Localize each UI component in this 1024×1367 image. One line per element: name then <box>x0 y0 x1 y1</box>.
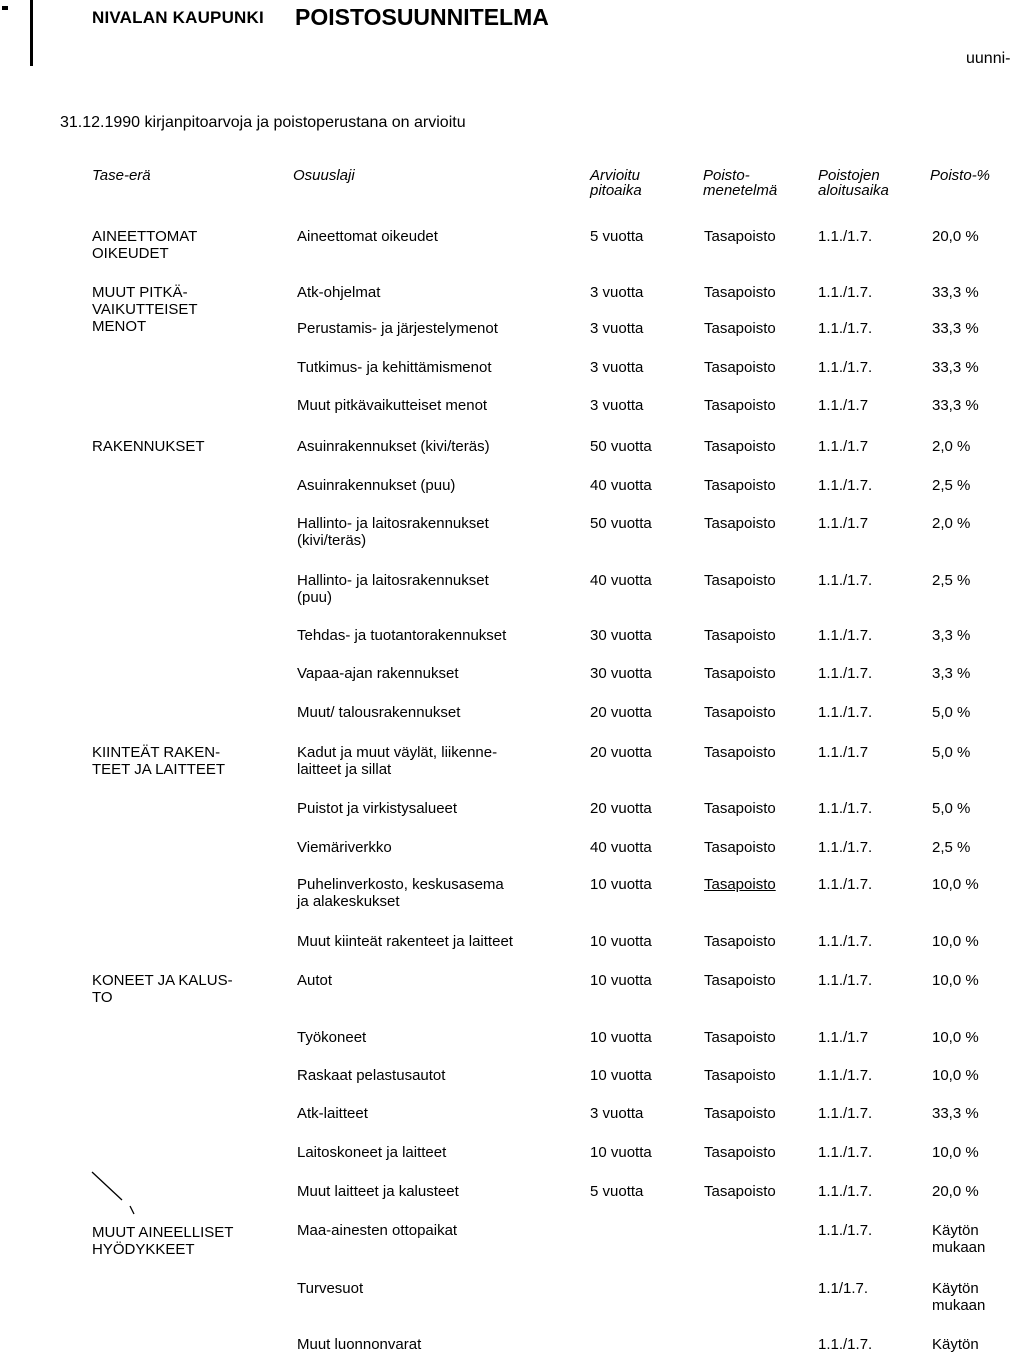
depreciation-start: 1.1./1.7. <box>818 228 873 245</box>
asset-type: Raskaat pelastusautot <box>297 1067 446 1084</box>
depreciation-start: 1.1/1.7. <box>818 1280 869 1297</box>
depreciation-method: Tasapoisto <box>704 1105 776 1122</box>
header-right-fragment: uunni- <box>966 50 1011 67</box>
depreciation-method: Tasapoisto <box>704 933 776 950</box>
asset-type: Aineettomat oikeudet <box>297 228 438 245</box>
asset-type: Tutkimus- ja kehittämismenot <box>297 359 492 376</box>
depreciation-start: 1.1./1.7. <box>818 839 873 856</box>
group-label-line: MUUT AINEELLISET <box>92 1224 234 1241</box>
depreciation-percent: 33,3 % <box>932 359 979 376</box>
useful-life: 10 vuotta <box>590 876 652 893</box>
depreciation-percent: 2,5 % <box>932 572 971 589</box>
depreciation-percent: 20,0 % <box>932 1183 979 1200</box>
depreciation-start: 1.1./1.7. <box>818 1336 873 1353</box>
depreciation-start: 1.1./1.7. <box>818 1222 873 1239</box>
asset-type: Puistot ja virkistysalueet <box>297 800 458 817</box>
col-header-pct: Poisto-% <box>930 167 991 184</box>
useful-life: 20 vuotta <box>590 800 652 817</box>
depreciation-method: Tasapoisto <box>704 228 776 245</box>
group-label <box>92 284 198 335</box>
scan-dot <box>2 6 8 10</box>
depreciation-start: 1.1./1.7. <box>818 1067 873 1084</box>
depreciation-percent: 2,0 % <box>932 438 971 455</box>
depreciation-method: Tasapoisto <box>704 876 776 893</box>
group-label <box>92 972 233 1006</box>
intro-text: 31.12.1990 kirjanpitoarvoja ja poistoperustana on arvioitu <box>60 114 466 131</box>
depreciation-percent: 33,3 % <box>932 1105 979 1122</box>
useful-life: 30 vuotta <box>590 627 652 644</box>
depreciation-start: 1.1./1.7. <box>818 933 873 950</box>
useful-life: 30 vuotta <box>590 665 652 682</box>
depreciation-start: 1.1./1.7 <box>818 744 869 761</box>
depreciation-method: Tasapoisto <box>704 438 776 455</box>
asset-type: Työkoneet <box>297 1029 367 1046</box>
depreciation-start: 1.1./1.7. <box>818 972 873 989</box>
asset-type: Tehdas- ja tuotantorakennukset <box>297 627 507 644</box>
asset-type: Kadut ja muut väylät, liikenne- laitteet ja sillat <box>297 744 498 778</box>
depreciation-start: 1.1./1.7. <box>818 284 873 301</box>
asset-type: Muut/ talousrakennukset <box>297 704 461 721</box>
scan-mark-left <box>30 0 33 66</box>
asset-type: Puhelinverkosto, keskusasema ja alakeskukset <box>297 876 504 910</box>
depreciation-percent: 20,0 % <box>932 228 979 245</box>
col-header-method-line: Poisto- <box>703 167 750 184</box>
group-label <box>92 744 225 778</box>
depreciation-start: 1.1./1.7. <box>818 320 873 337</box>
asset-type: Atk-ohjelmat <box>297 284 381 301</box>
asset-type: Muut kiinteät rakenteet ja laitteet <box>297 933 513 950</box>
depreciation-percent: 5,0 % <box>932 744 971 761</box>
useful-life: 3 vuotta <box>590 1105 644 1122</box>
depreciation-method: Tasapoisto <box>704 704 776 721</box>
asset-type: Laitoskoneet ja laitteet <box>297 1144 447 1161</box>
asset-type: Muut luonnonvarat <box>297 1336 422 1353</box>
group-label-line: HYÖDYKKEET <box>92 1241 195 1258</box>
col-header-method <box>703 168 777 198</box>
scan-stroke <box>90 1170 150 1230</box>
depreciation-start: 1.1./1.7 <box>818 515 869 532</box>
asset-type: Asuinrakennukset (puu) <box>297 477 456 494</box>
useful-life: 20 vuotta <box>590 744 652 761</box>
depreciation-method: Tasapoisto <box>704 284 776 301</box>
asset-type: Turvesuot <box>297 1280 364 1297</box>
depreciation-percent: 3,3 % <box>932 627 971 644</box>
depreciation-percent: 10,0 % <box>932 1029 979 1046</box>
col-header-start <box>818 168 889 198</box>
depreciation-percent: 33,3 % <box>932 284 979 301</box>
group-label <box>92 1224 233 1258</box>
depreciation-percent: 10,0 % <box>932 876 979 893</box>
group-label-line: TEET JA LAITTEET <box>92 761 226 778</box>
col-header-group: Tase-erä <box>92 167 151 184</box>
depreciation-percent: 10,0 % <box>932 972 979 989</box>
group-label-line: RAKENNUKSET <box>92 438 205 455</box>
asset-type: Asuinrakennukset (kivi/teräs) <box>297 438 490 455</box>
group-label-line: OIKEUDET <box>92 245 169 262</box>
useful-life: 50 vuotta <box>590 438 652 455</box>
depreciation-method: Tasapoisto <box>704 397 776 414</box>
group-label-line: MENOT <box>92 318 147 335</box>
organization-name: NIVALAN KAUPUNKI <box>92 8 264 27</box>
useful-life: 10 vuotta <box>590 1029 652 1046</box>
useful-life: 3 vuotta <box>590 320 644 337</box>
useful-life: 10 vuotta <box>590 972 652 989</box>
asset-type: Hallinto- ja laitosrakennukset (puu) <box>297 572 489 606</box>
depreciation-percent: 10,0 % <box>932 1144 979 1161</box>
depreciation-method: Tasapoisto <box>704 359 776 376</box>
depreciation-percent: 10,0 % <box>932 933 979 950</box>
group-label <box>92 438 205 455</box>
depreciation-start: 1.1./1.7. <box>818 359 873 376</box>
depreciation-method: Tasapoisto <box>704 627 776 644</box>
asset-type: Vapaa-ajan rakennukset <box>297 665 459 682</box>
useful-life: 3 vuotta <box>590 359 644 376</box>
col-header-life <box>590 168 642 198</box>
asset-type: Muut pitkävaikutteiset menot <box>297 397 488 414</box>
depreciation-percent: 10,0 % <box>932 1067 979 1084</box>
asset-type: Maa-ainesten ottopaikat <box>297 1222 458 1239</box>
depreciation-percent: Käytön <box>932 1336 979 1353</box>
depreciation-percent: Käytön mukaan <box>932 1222 986 1256</box>
asset-type: Viemäriverkko <box>297 839 392 856</box>
group-label-line: VAIKUTTEISET <box>92 301 198 318</box>
depreciation-percent: Käytön mukaan <box>932 1280 986 1314</box>
col-header-life-line: pitoaika <box>590 182 642 199</box>
group-label-line: MUUT PITKÄ- <box>92 284 188 301</box>
depreciation-percent: 5,0 % <box>932 704 971 721</box>
depreciation-start: 1.1./1.7. <box>818 1144 873 1161</box>
useful-life: 10 vuotta <box>590 1144 652 1161</box>
col-header-method-line: menetelmä <box>703 182 778 199</box>
group-label-line: KONEET JA KALUS- <box>92 972 233 989</box>
depreciation-start: 1.1./1.7. <box>818 800 873 817</box>
depreciation-method: Tasapoisto <box>704 839 776 856</box>
depreciation-percent: 33,3 % <box>932 320 979 337</box>
depreciation-percent: 2,0 % <box>932 515 971 532</box>
col-header-start-line: Poistojen <box>818 167 880 184</box>
useful-life: 20 vuotta <box>590 704 652 721</box>
asset-type: Atk-laitteet <box>297 1105 368 1122</box>
depreciation-method: Tasapoisto <box>704 572 776 589</box>
depreciation-start: 1.1./1.7. <box>818 1105 873 1122</box>
useful-life: 5 vuotta <box>590 1183 644 1200</box>
useful-life: 10 vuotta <box>590 1067 652 1084</box>
depreciation-method: Tasapoisto <box>704 744 776 761</box>
depreciation-method: Tasapoisto <box>704 800 776 817</box>
group-label-line: KIINTEÄT RAKEN- <box>92 744 221 761</box>
depreciation-start: 1.1./1.7 <box>818 438 869 455</box>
col-header-type: Osuuslaji <box>293 167 355 184</box>
asset-type: Perustamis- ja järjestelymenot <box>297 320 498 337</box>
useful-life: 5 vuotta <box>590 228 644 245</box>
depreciation-start: 1.1./1.7. <box>818 627 873 644</box>
useful-life: 40 vuotta <box>590 477 652 494</box>
depreciation-percent: 33,3 % <box>932 397 979 414</box>
depreciation-start: 1.1./1.7 <box>818 397 869 414</box>
depreciation-percent: 2,5 % <box>932 477 971 494</box>
useful-life: 3 vuotta <box>590 397 644 414</box>
depreciation-method: Tasapoisto <box>704 1144 776 1161</box>
depreciation-start: 1.1./1.7. <box>818 876 873 893</box>
depreciation-start: 1.1./1.7. <box>818 477 873 494</box>
asset-type: Autot <box>297 972 333 989</box>
col-header-life-line: Arvioitu <box>590 167 641 184</box>
depreciation-method: Tasapoisto <box>704 972 776 989</box>
depreciation-percent: 2,5 % <box>932 839 971 856</box>
useful-life: 40 vuotta <box>590 572 652 589</box>
asset-type: Muut laitteet ja kalusteet <box>297 1183 459 1200</box>
depreciation-method: Tasapoisto <box>704 477 776 494</box>
depreciation-start: 1.1./1.7. <box>818 704 873 721</box>
document-title: POISTOSUUNNITELMA <box>295 4 549 30</box>
depreciation-method: Tasapoisto <box>704 1029 776 1046</box>
depreciation-percent: 5,0 % <box>932 800 971 817</box>
depreciation-method: Tasapoisto <box>704 1183 776 1200</box>
useful-life: 10 vuotta <box>590 933 652 950</box>
useful-life: 3 vuotta <box>590 284 644 301</box>
group-label-line: AINEETTOMAT <box>92 228 198 245</box>
depreciation-percent: 3,3 % <box>932 665 971 682</box>
group-label-line: TO <box>92 989 113 1006</box>
depreciation-start: 1.1./1.7. <box>818 665 873 682</box>
depreciation-start: 1.1./1.7. <box>818 572 873 589</box>
depreciation-method: Tasapoisto <box>704 665 776 682</box>
useful-life: 40 vuotta <box>590 839 652 856</box>
group-label <box>92 228 197 262</box>
depreciation-start: 1.1./1.7 <box>818 1029 869 1046</box>
asset-type: Hallinto- ja laitosrakennukset (kivi/teräs) <box>297 515 489 549</box>
depreciation-start: 1.1./1.7. <box>818 1183 873 1200</box>
depreciation-method: Tasapoisto <box>704 515 776 532</box>
depreciation-method: Tasapoisto <box>704 320 776 337</box>
col-header-start-line: aloitusaika <box>818 182 889 199</box>
useful-life: 50 vuotta <box>590 515 652 532</box>
depreciation-method: Tasapoisto <box>704 1067 776 1084</box>
